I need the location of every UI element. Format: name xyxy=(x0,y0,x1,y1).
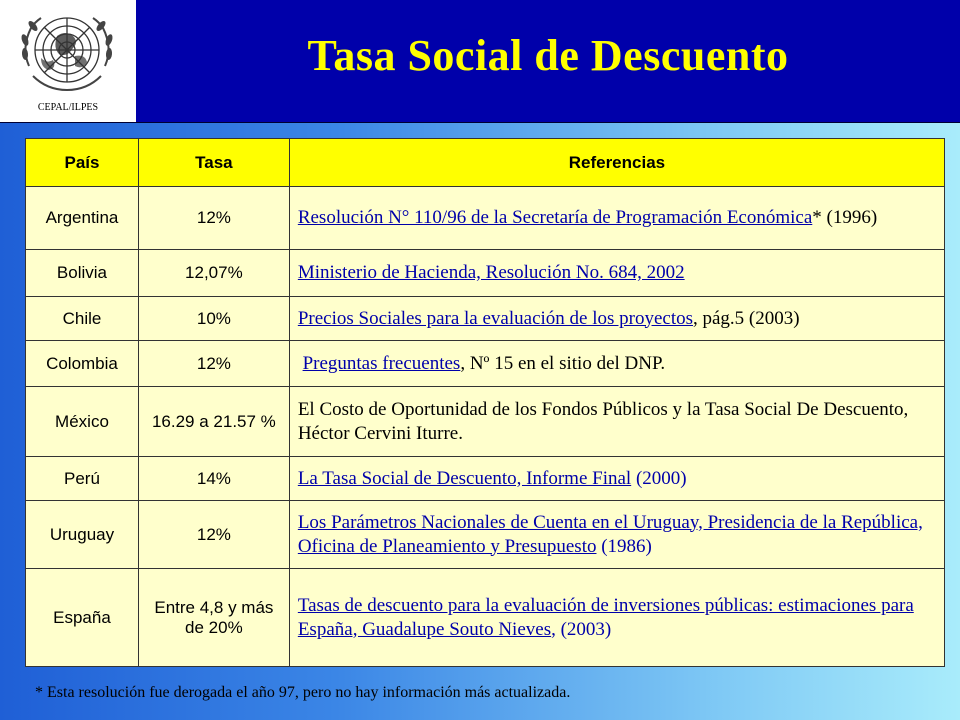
country-cell: Perú xyxy=(26,457,139,501)
rate-cell: 12,07% xyxy=(138,250,289,297)
reference-link[interactable]: Tasas de descuento para la evaluación de inversiones públicas: estimaciones para España, Guadalupe Souto Nieves xyxy=(297,594,914,640)
discount-rate-table xyxy=(25,138,945,667)
reference-text: El Costo de Oportunidad de los Fondos Públicos y la Tasa Social De Descuento, Héctor Cervini Iturre. xyxy=(297,398,909,444)
logo-box xyxy=(0,0,136,122)
table-row xyxy=(26,569,945,667)
country-cell: España xyxy=(26,569,139,667)
country-cell: Chile xyxy=(26,297,139,341)
reference-link[interactable]: Los Parámetros Nacionales de Cuenta en el Uruguay, Presidencia de la República, Oficina de Planeamiento y Presupuesto xyxy=(297,511,923,557)
country-cell: Argentina xyxy=(26,187,139,250)
reference-cell xyxy=(289,457,944,501)
reference-link[interactable]: Ministerio de Hacienda, Resolución No. 684, 2002 xyxy=(297,262,685,283)
table-row xyxy=(26,387,945,457)
rate-cell: 14% xyxy=(138,457,289,501)
table-row xyxy=(26,297,945,341)
logo-caption: CEPAL/ILPES xyxy=(37,102,99,113)
table-row xyxy=(26,187,945,250)
reference-link[interactable]: La Tasa Social de Descuento, Informe Final xyxy=(297,467,632,489)
reference-link[interactable]: Preguntas frecuentes xyxy=(302,352,461,374)
country-cell: México xyxy=(26,387,139,457)
rate-cell: 10% xyxy=(138,297,289,341)
rate-cell: Entre 4,8 y más de 20% xyxy=(138,569,289,667)
reference-year: , (2003) xyxy=(551,618,612,640)
reference-cell xyxy=(289,387,944,457)
reference-note: * (1996) xyxy=(812,207,878,228)
reference-cell xyxy=(289,569,944,667)
country-cell: Uruguay xyxy=(26,501,139,569)
slide-header xyxy=(0,0,960,123)
reference-cell xyxy=(289,297,944,341)
reference-cell xyxy=(289,250,944,297)
country-cell: Bolivia xyxy=(26,250,139,297)
rate-cell: 12% xyxy=(138,341,289,387)
column-header-references: Referencias xyxy=(289,139,944,187)
reference-cell xyxy=(289,187,944,250)
reference-note: , Nº 15 en el sitio del DNP. xyxy=(460,352,666,374)
reference-year: (1986) xyxy=(596,535,652,557)
table-row xyxy=(26,457,945,501)
reference-note: , pág.5 (2003) xyxy=(693,307,800,329)
table-row xyxy=(26,501,945,569)
rate-cell: 12% xyxy=(138,501,289,569)
column-header-country: País xyxy=(26,139,139,187)
un-emblem-icon xyxy=(11,6,123,100)
reference-cell xyxy=(289,501,944,569)
reference-year: (2000) xyxy=(631,467,687,489)
rate-cell: 12% xyxy=(138,187,289,250)
footnote: * Esta resolución fue derogada el año 97, pero no hay información más actualizada. xyxy=(35,684,571,701)
country-cell: Colombia xyxy=(26,341,139,387)
rate-cell: 16.29 a 21.57 % xyxy=(138,387,289,457)
column-header-rate: Tasa xyxy=(138,139,289,187)
reference-cell xyxy=(289,341,944,387)
table-row xyxy=(26,341,945,387)
reference-link[interactable]: Resolución N° 110/96 de la Secretaría de Programación Económica xyxy=(297,207,813,228)
table-row xyxy=(26,250,945,297)
slide-title: Tasa Social de Descuento xyxy=(307,31,789,80)
table-header-row xyxy=(26,139,945,187)
reference-link[interactable]: Precios Sociales para la evaluación de los proyectos xyxy=(297,307,693,329)
